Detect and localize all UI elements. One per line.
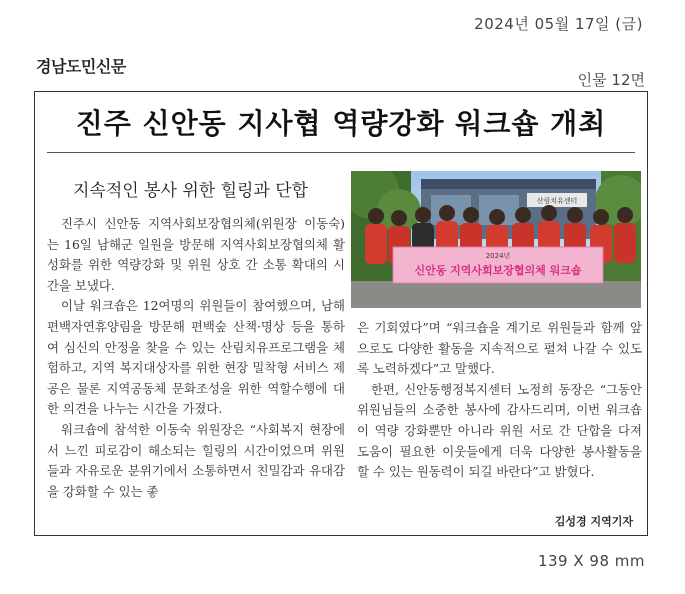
- newspaper-name: 경남도민신문: [36, 57, 126, 76]
- group-photo: [351, 171, 641, 308]
- reporter-byline: 김성경 지역기자: [554, 515, 633, 528]
- workshop-banner: [393, 247, 603, 283]
- article-subheadline: 지속적인 봉사 위한 힐링과 단합: [73, 181, 309, 201]
- article-column-1: [47, 214, 345, 502]
- page-section: 인물 12면: [577, 71, 645, 89]
- clipping-size: 139 X 98 mm: [537, 552, 645, 570]
- publication-date: 2024년 05월 17일 (금): [474, 15, 643, 33]
- headline-divider: [47, 152, 635, 153]
- article-headline: 진주 신안동 지사협 역량강화 워크숍 개최: [75, 107, 607, 140]
- paragraph-3: 워크숍에 참석한 이동숙 위원장은 “사회복지 현장에서 느낀 피로감이 해소되는 힐링의 시간이었으며 위원들과 자유로운 분위기에서 소통하면서 친밀감과 유대감을 강화할 수 있는 좋: [47, 421, 345, 499]
- banner-title: 신안동 지역사회보장협의체 워크숍: [414, 264, 582, 277]
- paragraph-1: 진주시 신안동 지역사회보장협의체(위원장 이동숙)는 16일 남해군 일원을 방문해 지역사회보장협의체 활성화를 위한 역량강화 및 위원 상호 간 소통 확대의 시간을 보냈다.: [47, 216, 345, 293]
- article-column-2: [357, 318, 642, 483]
- paragraph-3-continued: 은 기회였다”며 “워크숍을 계기로 위원들과 함께 앞으로도 다양한 활동을 지속적으로 펼쳐 나갈 수 있도록 노력하겠다”고 말했다.: [357, 320, 642, 377]
- building-sign: 산림치유센터: [536, 197, 578, 205]
- article-clipping: [34, 91, 648, 536]
- banner-year: 2024년: [485, 252, 511, 260]
- paragraph-4: 한편, 신안동행정복지센터 노정희 동장은 “그동안 위원님들의 소중한 봉사에 감사드리며, 이번 워크숍이 역량 강화뿐만 아니라 위원 서로 간 단합을 다져 도움이 필요한 이웃들에게 더욱 다양한 봉사활동을 할 수 있는 원동력이 되길 바란다”고 밝혔다.: [357, 381, 642, 480]
- paragraph-2: 이날 워크숍은 12여명의 위원들이 참여했으며, 남해편백자연휴양림을 방문해 편백숲 산책·명상 등을 통하여 심신의 안정을 찾을 수 있는 산림치유프로그램을 체험하고, 지역 복지대상자를 위한 현장 밀착형 서비스 제공은 물론 지역공동체 문화조성을 위한 역할수행에 대한 의견을 나누는 시간을 가졌다.: [47, 298, 345, 417]
- group-photo-illustration: [351, 171, 641, 308]
